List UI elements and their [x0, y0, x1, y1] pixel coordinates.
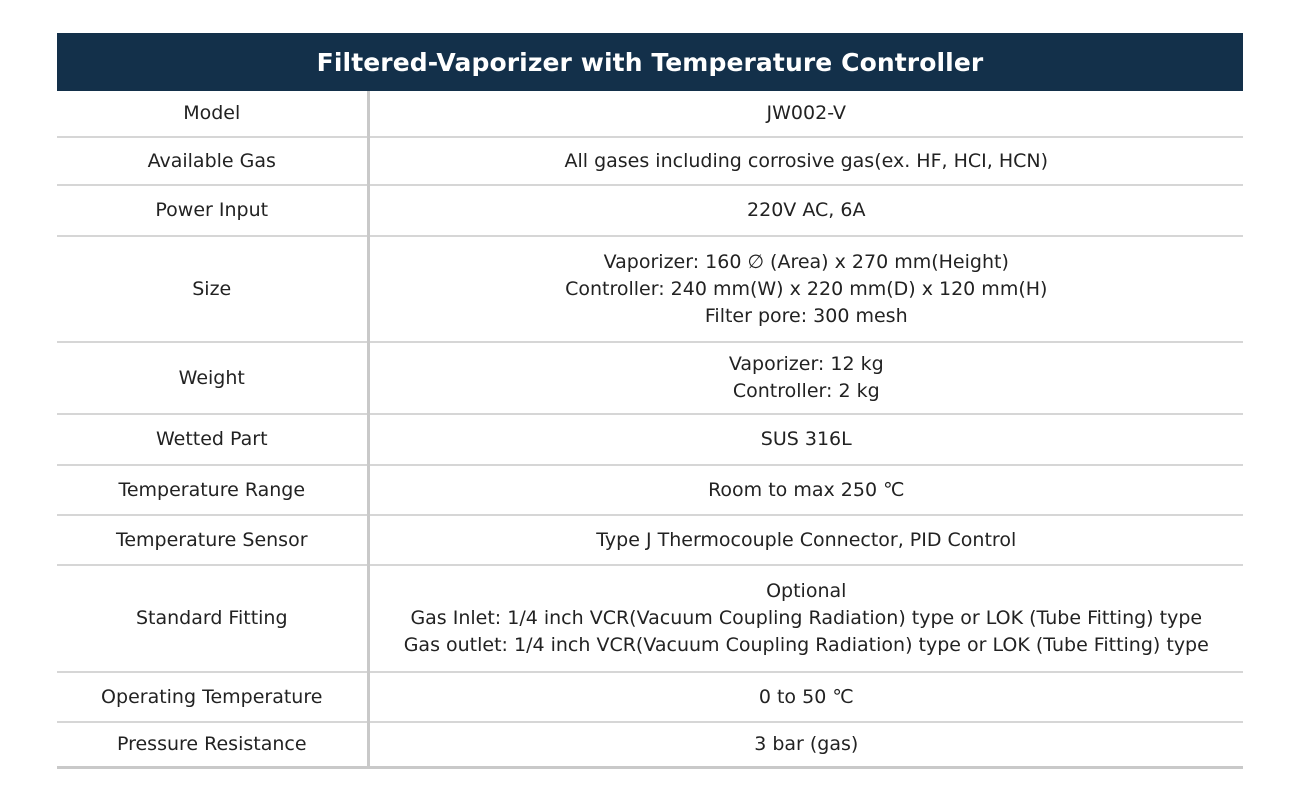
table-title: Filtered-Vaporizer with Temperature Controller — [57, 33, 1243, 91]
spec-value-line: Gas Inlet: 1/4 inch VCR(Vacuum Coupling Radiation) type or LOK (Tube Fitting) type — [410, 607, 1203, 629]
spec-value — [368, 91, 1243, 137]
spec-label: Model — [57, 91, 368, 137]
spec-label: Power Input — [57, 185, 368, 236]
spec-row-operating-temperature — [57, 672, 1243, 722]
spec-label: Size — [57, 236, 368, 342]
spec-label: Available Gas — [57, 137, 368, 185]
spec-row-power-input — [57, 185, 1243, 236]
spec-value — [368, 565, 1243, 672]
spec-value-line: Vaporizer: 12 kg — [728, 353, 884, 375]
spec-label: Pressure Resistance — [57, 722, 368, 767]
spec-value — [368, 342, 1243, 414]
spec-value — [368, 236, 1243, 342]
spec-row-available-gas — [57, 137, 1243, 185]
spec-label: Operating Temperature — [57, 672, 368, 722]
spec-row-weight — [57, 342, 1243, 414]
title-row — [57, 33, 1243, 91]
spec-value — [368, 672, 1243, 722]
spec-label: Weight — [57, 342, 368, 414]
spec-row-standard-fitting — [57, 565, 1243, 672]
spec-value-line: All gases including corrosive gas(ex. HF, HCI, HCN) — [564, 149, 1049, 172]
spec-value-line: JW002-V — [766, 102, 846, 124]
spec-row-size — [57, 236, 1243, 342]
spec-value — [368, 722, 1243, 767]
spec-value-line: 220V AC, 6A — [747, 199, 866, 221]
spec-value — [368, 414, 1243, 465]
spec-row-model — [57, 91, 1243, 137]
spec-row-temperature-sensor — [57, 515, 1243, 565]
spec-value-line: Controller: 240 mm(W) x 220 mm(D) x 120 mm(H) — [565, 277, 1048, 300]
spec-table — [57, 33, 1243, 769]
spec-row-temperature-range — [57, 465, 1243, 515]
spec-label: Temperature Sensor — [57, 515, 368, 565]
spec-value-line: Vaporizer: 160 ∅ (Area) x 270 mm(Height) — [603, 250, 1009, 273]
spec-value — [368, 185, 1243, 236]
spec-label: Standard Fitting — [57, 565, 368, 672]
spec-row-pressure-resistance — [57, 722, 1243, 767]
spec-value-line: 3 bar (gas) — [754, 732, 859, 755]
spec-label: Temperature Range — [57, 465, 368, 515]
spec-label: Wetted Part — [57, 414, 368, 465]
spec-value — [368, 515, 1243, 565]
spec-value-line: Type J Thermocouple Connector, PID Control — [596, 528, 1017, 551]
spec-value-line: Room to max 250 ℃ — [708, 478, 905, 501]
spec-row-wetted-part — [57, 414, 1243, 465]
spec-value — [368, 465, 1243, 515]
spec-value-line: 0 to 50 ℃ — [758, 685, 854, 708]
spec-value-line: Controller: 2 kg — [732, 380, 880, 402]
spec-value-line: Optional — [766, 580, 847, 602]
spec-value — [368, 137, 1243, 185]
spec-value-line: Filter pore: 300 mesh — [704, 304, 908, 327]
spec-value-line: Gas outlet: 1/4 inch VCR(Vacuum Coupling Radiation) type or LOK (Tube Fitting) type — [403, 634, 1209, 656]
spec-value-line: SUS 316L — [760, 428, 852, 450]
